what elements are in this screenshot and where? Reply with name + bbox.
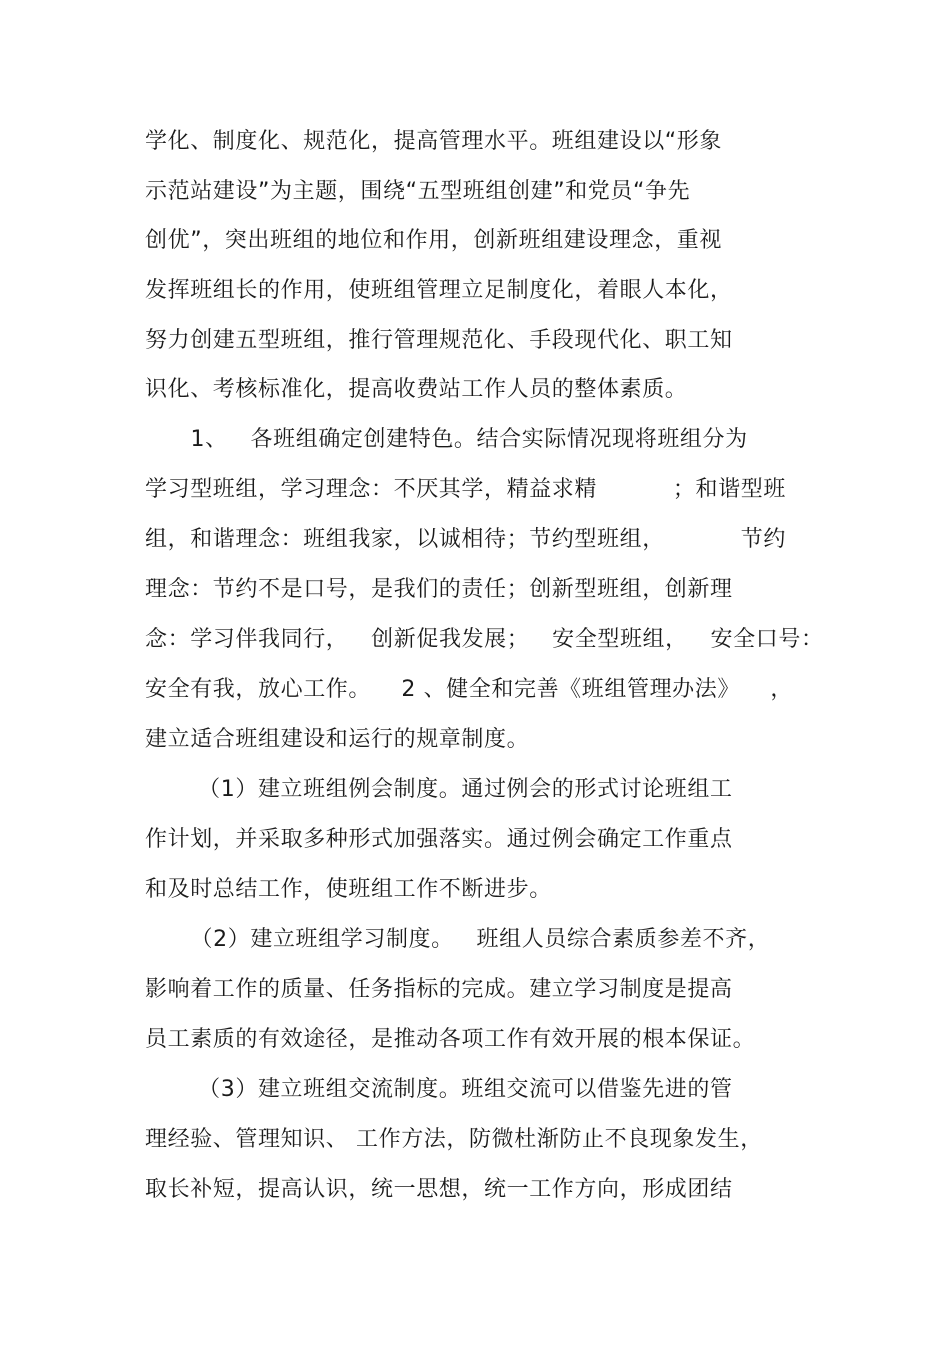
text-line: 学化、制度化、规范化，提高管理水平。班组建设以“形象 xyxy=(145,129,722,154)
text-line: 创优”，突出班组的地位和作用，创新班组建设理念，重视 xyxy=(145,228,722,253)
text-line: 识化、考核标准化，提高收费站工作人员的整体素质。 xyxy=(145,377,688,402)
text-line: （3）建立班组交流制度。班组交流可以借鉴先进的管 xyxy=(145,1077,733,1102)
text-line: 理念：节约不是口号，是我们的责任；创新型班组，创新理 xyxy=(145,577,733,602)
text-line: 作计划，并采取多种形式加强落实。通过例会确定工作重点 xyxy=(145,827,733,852)
text-line: 安全有我，放心工作。 2 、健全和完善《班组管理办法》 ， xyxy=(145,677,793,702)
text-line: 和及时总结工作，使班组工作不断进步。 xyxy=(145,877,552,902)
text-line: 发挥班组长的作用，使班组管理立足制度化，着眼人本化， xyxy=(145,278,733,303)
text-line: 取长补短，提高认识，统一思想，统一工作方向，形成团结 xyxy=(145,1177,733,1202)
text-line: 员工素质的有效途径，是推动各项工作有效开展的根本保证。 xyxy=(145,1027,756,1052)
text-line: 建立适合班组建设和运行的规章制度。 xyxy=(145,727,530,752)
text-line: 念：学习伴我同行， 创新促我发展； 安全型班组， 安全口号： xyxy=(145,627,824,652)
text-line: 影响着工作的质量、任务指标的完成。建立学习制度是提高 xyxy=(145,977,733,1002)
text-line: 理经验、管理知识、 工作方法，防微杜渐防止不良现象发生， xyxy=(145,1127,763,1152)
text-line: 学习型班组，学习理念：不厌其学，精益求精 ；和谐型班 xyxy=(145,477,786,502)
text-line: 努力创建五型班组，推行管理规范化、手段现代化、职工知 xyxy=(145,328,733,353)
text-line: 示范站建设”为主题，围绕“五型班组创建”和党员“争先 xyxy=(145,179,691,204)
text-line: 1、 各班组确定创建特色。结合实际情况现将班组分为 xyxy=(145,427,748,452)
text-line: （2）建立班组学习制度。 班组人员综合素质参差不齐， xyxy=(145,927,771,952)
text-line: （1）建立班组例会制度。通过例会的形式讨论班组工 xyxy=(145,777,733,802)
text-line: 组，和谐理念：班组我家，以诚相待；节约型班组， 节约 xyxy=(145,527,786,552)
